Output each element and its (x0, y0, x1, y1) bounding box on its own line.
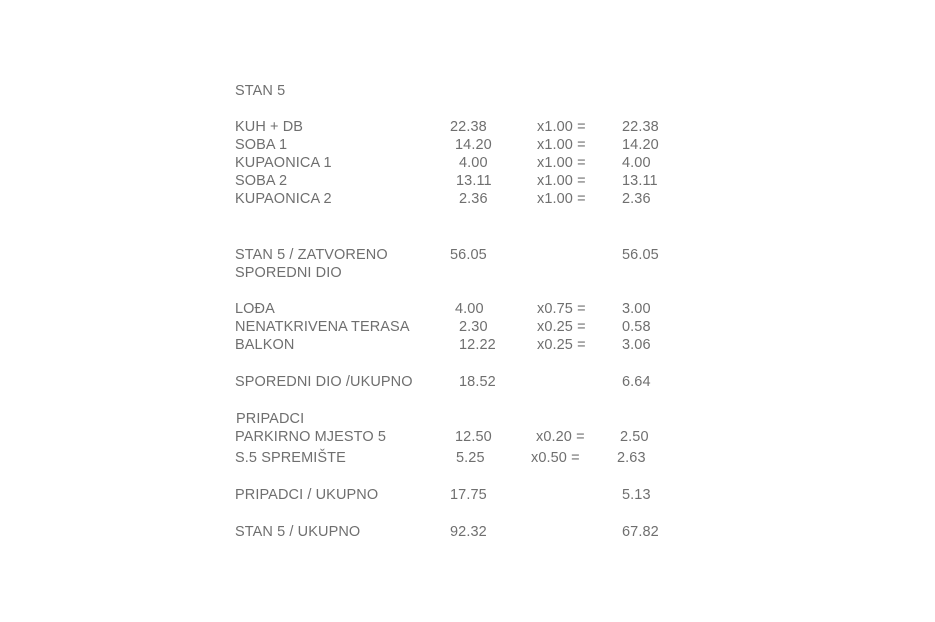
room-label: SOBA 1 (235, 137, 288, 153)
room-result: 14.20 (622, 137, 659, 153)
secondary-area: 4.00 (455, 301, 484, 317)
secondary-label: LOĐA (235, 301, 275, 317)
appurtenances-heading: PRIPADCI (236, 411, 305, 427)
room-result: 13.11 (622, 173, 658, 189)
appurtenance-coefficient: x0.20 = (536, 429, 585, 445)
room-label: SOBA 2 (235, 173, 288, 189)
closed-total-result: 56.05 (622, 247, 659, 263)
secondary-coefficient: x0.25 = (537, 319, 586, 335)
room-coefficient: x1.00 = (537, 155, 586, 171)
secondary-area: 12.22 (459, 337, 496, 353)
secondary-result: 3.06 (622, 337, 651, 353)
appurtenance-label: PARKIRNO MJESTO 5 (235, 429, 387, 445)
apartment-title: STAN 5 (235, 83, 286, 99)
secondary-area: 2.30 (459, 319, 488, 335)
grand-total-area: 92.32 (450, 524, 487, 540)
room-coefficient: x1.00 = (537, 119, 586, 135)
grand-total-result: 67.82 (622, 524, 659, 540)
room-area: 22.38 (450, 119, 487, 135)
room-result: 2.36 (622, 191, 651, 207)
secondary-total-label: SPOREDNI DIO /UKUPNO (235, 374, 413, 390)
secondary-coefficient: x0.75 = (537, 301, 586, 317)
room-area: 2.36 (459, 191, 488, 207)
secondary-result: 0.58 (622, 319, 651, 335)
appurtenances-total-label: PRIPADCI / UKUPNO (235, 487, 379, 503)
appurtenance-result: 2.50 (620, 429, 649, 445)
room-label: KUPAONICA 1 (235, 155, 332, 171)
closed-total-area: 56.05 (450, 247, 487, 263)
room-result: 22.38 (622, 119, 659, 135)
secondary-result: 3.00 (622, 301, 651, 317)
room-coefficient: x1.00 = (537, 137, 586, 153)
secondary-label: BALKON (235, 337, 295, 353)
room-area: 4.00 (459, 155, 488, 171)
appurtenance-area: 5.25 (456, 450, 485, 466)
room-result: 4.00 (622, 155, 651, 171)
secondary-coefficient: x0.25 = (537, 337, 586, 353)
appurtenance-label: S.5 SPREMIŠTE (235, 450, 346, 466)
appurtenance-area: 12.50 (455, 429, 492, 445)
room-coefficient: x1.00 = (537, 173, 586, 189)
secondary-total-area: 18.52 (459, 374, 496, 390)
appurtenance-result: 2.63 (617, 450, 646, 466)
room-area: 13.11 (456, 173, 492, 189)
secondary-label: NENATKRIVENA TERASA (235, 319, 410, 335)
closed-total-label: STAN 5 / ZATVORENO (235, 247, 388, 263)
room-label: KUPAONICA 2 (235, 191, 332, 207)
appurtenances-total-result: 5.13 (622, 487, 651, 503)
room-coefficient: x1.00 = (537, 191, 586, 207)
appurtenance-coefficient: x0.50 = (531, 450, 580, 466)
secondary-total-result: 6.64 (622, 374, 651, 390)
grand-total-label: STAN 5 / UKUPNO (235, 524, 361, 540)
appurtenances-total-area: 17.75 (450, 487, 487, 503)
secondary-heading: SPOREDNI DIO (235, 265, 342, 281)
room-label: KUH + DB (235, 119, 304, 135)
room-area: 14.20 (455, 137, 492, 153)
